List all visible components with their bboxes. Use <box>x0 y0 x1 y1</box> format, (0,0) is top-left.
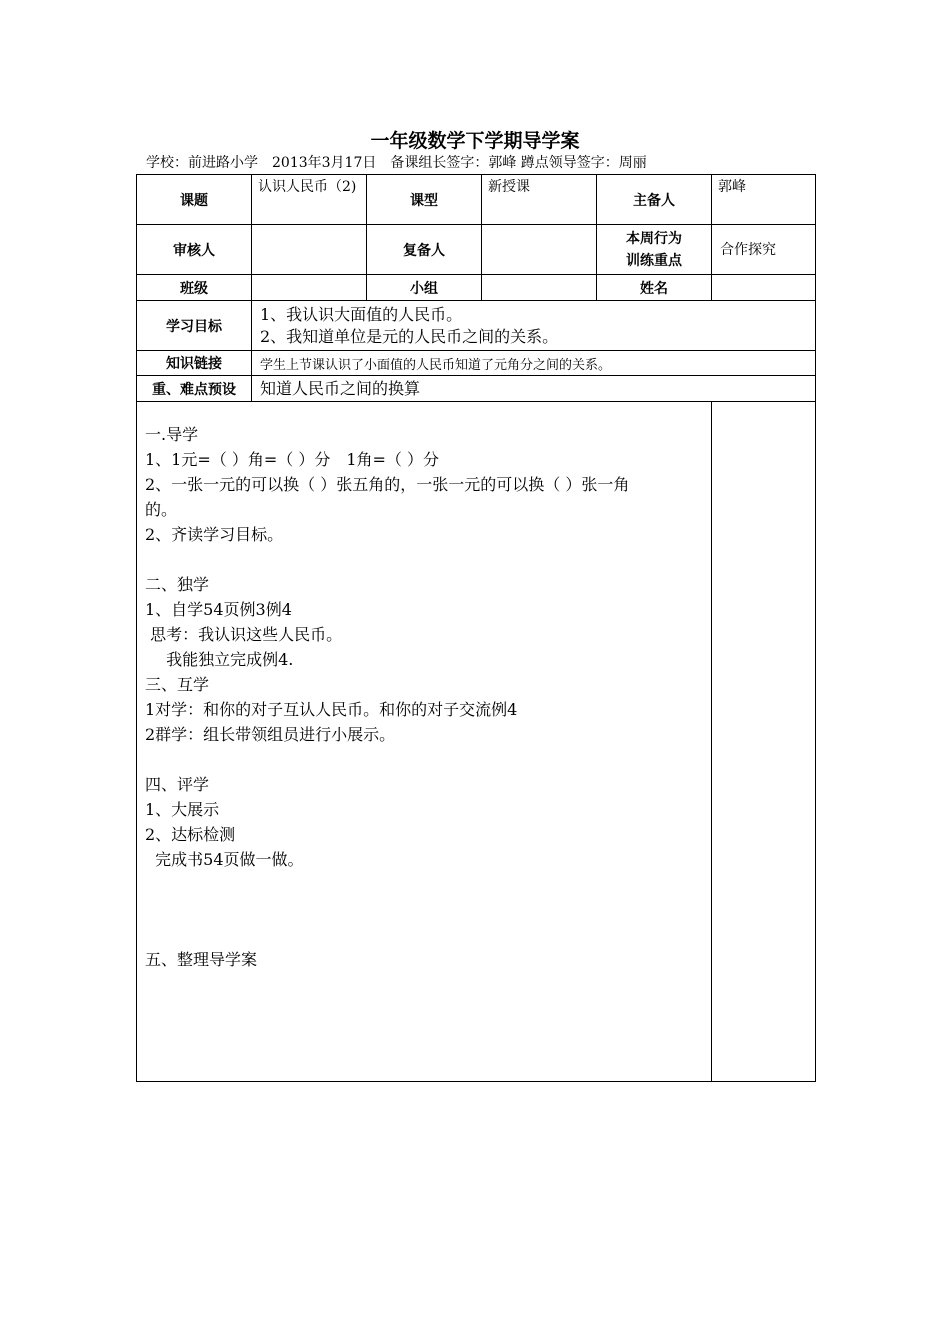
body-line: 四、评学 <box>145 775 210 794</box>
goal-item: 2、我知道单位是元的人民币之间的关系。 <box>260 326 559 346</box>
class-value <box>252 275 367 301</box>
weekly-focus-label-line2: 训练重点 <box>626 252 682 269</box>
body-line <box>145 547 703 572</box>
body-line: 2、达标检测 <box>145 825 236 844</box>
knowledge-text: 学生上节课认识了小面值的人民币知道了元角分之间的关系。 <box>252 351 816 376</box>
body-line: 2、齐读学习目标。 <box>145 525 284 544</box>
table-row <box>137 275 816 301</box>
body-line: 一.导学 <box>145 425 199 444</box>
co-preparer-value <box>482 225 597 275</box>
goals-label: 学习目标 <box>137 301 252 351</box>
lesson-body <box>137 402 712 1082</box>
weekly-focus-value: 合作探究 <box>712 225 816 275</box>
class-label: 班级 <box>137 275 252 301</box>
table-row <box>137 301 816 351</box>
type-value: 新授课 <box>482 175 597 225</box>
table-row <box>137 402 816 1082</box>
lead-value: 郭峰 <box>712 175 816 225</box>
table-row <box>137 175 816 225</box>
name-value <box>712 275 816 301</box>
type-label: 课型 <box>367 175 482 225</box>
body-line <box>145 897 703 922</box>
group-label: 小组 <box>367 275 482 301</box>
table-row <box>137 351 816 376</box>
keypoints-text: 知道人民币之间的换算 <box>252 376 816 402</box>
group-value <box>482 275 597 301</box>
body-line: 1、1元=（ ）角=（ ）分 1角=（ ）分 <box>145 450 440 469</box>
body-line: 1、大展示 <box>145 800 220 819</box>
body-line: 三、互学 <box>145 675 210 694</box>
lead-label: 主备人 <box>597 175 712 225</box>
topic-value: 认识人民币（2) <box>252 175 367 225</box>
body-line: 思考：我认识这些人民币。 <box>145 625 343 644</box>
table-row <box>137 376 816 402</box>
body-line: 1、自学54页例3例4 <box>145 600 292 619</box>
reviewer-label: 审核人 <box>137 225 252 275</box>
topic-label: 课题 <box>137 175 252 225</box>
knowledge-label: 知识链接 <box>137 351 252 376</box>
goals-content <box>252 301 816 351</box>
body-line <box>145 922 703 947</box>
body-line: 1对学：和你的对子互认人民币。和你的对子交流例4 <box>145 700 518 719</box>
body-line <box>145 747 703 772</box>
table-row <box>137 225 816 275</box>
name-label: 姓名 <box>597 275 712 301</box>
body-line: 完成书54页做一做。 <box>145 850 304 869</box>
page-title: 一年级数学下学期导学案 <box>370 130 580 152</box>
body-line: 二、独学 <box>145 575 210 594</box>
co-preparer-label: 复备人 <box>367 225 482 275</box>
goal-item: 1、我认识大面值的人民币。 <box>260 304 463 324</box>
lesson-plan-table <box>136 174 816 1082</box>
body-line: 我能独立完成例4. <box>145 650 294 669</box>
notes-column <box>712 402 816 1082</box>
body-line: 2群学：组长带领组员进行小展示。 <box>145 725 396 744</box>
reviewer-value <box>252 225 367 275</box>
body-line: 2、一张一元的可以换（ ）张五角的，一张一元的可以换（ ）张一角 <box>145 475 630 494</box>
body-line: 的。 <box>145 500 178 519</box>
body-line <box>145 872 703 897</box>
weekly-focus-label <box>597 225 712 275</box>
subtitle-line: 学校：前进路小学 2013年3月17日 备课组长签字：郭峰 蹲点领导签字：周丽 <box>146 155 647 171</box>
keypoints-label: 重、难点预设 <box>137 376 252 402</box>
body-line: 五、整理导学案 <box>145 950 258 969</box>
weekly-focus-label-line1: 本周行为 <box>626 230 682 247</box>
